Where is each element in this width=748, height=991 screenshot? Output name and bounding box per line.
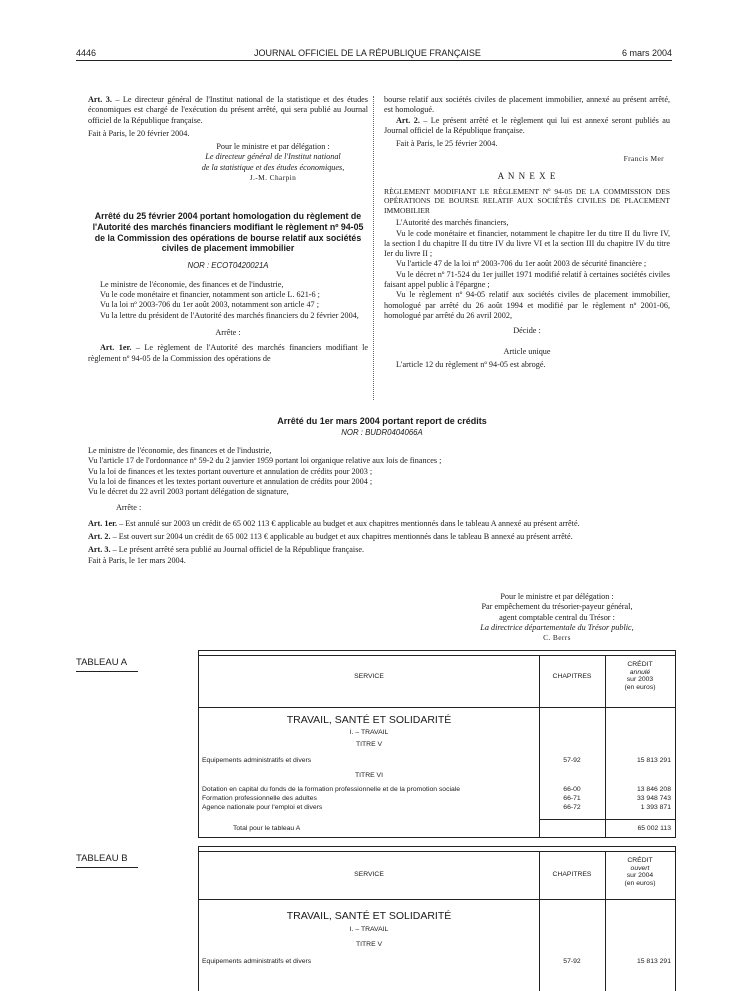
second-sig-5: C. Berrs: [543, 633, 571, 643]
abroge-line: L'article 12 du règlement nº 94-05 est abrogé.: [396, 359, 546, 369]
second-art1: [88, 519, 676, 529]
preamble-2: Vu le code monétaire et financier, notamment son article L. 621-6 ;: [100, 290, 320, 300]
second-line-3: Vu la loi de finances et les textes portant ouverture et annulation de crédits pour 2003 ;: [88, 466, 373, 476]
second-arrete-label: Arrête :: [116, 503, 142, 513]
tableau-a-row-3-service: Formation professionnelle des adultes: [202, 795, 317, 802]
tableau-b-h-service: SERVICE: [354, 871, 384, 878]
second-sig-3: agent comptable central du Trésor :: [499, 612, 615, 622]
tableau-b-sub: I. – TRAVAIL: [349, 926, 389, 933]
tableau-a-row-2-chap: 66-00: [563, 786, 581, 793]
art2-text: – Le présent arrêté et le règlement qui lui est annexé seront publiés au Journal officiel de la République française.: [384, 115, 670, 135]
tableau-b-h-credit-3: sur 2004: [626, 872, 654, 880]
journal-title: JOURNAL OFFICIEL DE LA RÉPUBLIQUE FRANÇAISE: [254, 48, 481, 58]
second-art1-label: Art. 1er.: [88, 518, 118, 528]
second-arrete: [88, 416, 676, 566]
left-column: [88, 95, 368, 364]
header-rule: [76, 60, 672, 61]
fait-line-2: Fait à Paris, le 25 février 2004.: [396, 139, 498, 149]
tableau-a-h-service: SERVICE: [354, 673, 384, 680]
tableau-a-total-rule: [539, 819, 675, 820]
preamble-3: Vu la loi nº 2003-706 du 1er août 2003, notamment son article 47 ;: [100, 300, 319, 310]
tableau-a-h-credit: [605, 661, 675, 691]
preamble-1: Le ministre de l'économie, des finances et de l'industrie,: [100, 279, 284, 289]
second-art3-text: – Le présent arrêté sera publié au Journal officiel de la République française.: [112, 545, 365, 555]
reglement-line-2: Vu le code monétaire et financier, notamment le chapitre Ier du titre II du livre IV, la section I du chapitre II du titre IV du livre VI et la section III du chapitre IV du titre Ier du livre II ;: [384, 228, 670, 259]
art1-paragraph: [88, 343, 368, 364]
tableau-a-header-rule: [199, 707, 675, 708]
tableau-b-top-rule: [199, 851, 675, 852]
second-art3-label: Art. 3.: [88, 545, 111, 555]
tableau-a-h-credit-3: sur 2003: [626, 676, 654, 684]
tableau-a-row-1-amount: 15 813 291: [636, 757, 671, 764]
decide-label: Décide :: [513, 326, 541, 336]
second-nor: NOR : BUDR0404066A: [341, 428, 423, 437]
tableau-a-row-4-service: Agence nationale pour l'emploi et divers: [202, 804, 323, 811]
page-number: 4446: [76, 48, 97, 58]
tableau-b-h-credit-4: (en euros): [624, 879, 656, 887]
tableau-a-h-credit-4: (en euros): [624, 683, 656, 691]
reglement-line-3: Vu l'article 47 de la loi nº 2003-706 du 1er août 2003 de sécurité financière ;: [396, 259, 647, 269]
tableau-b-h-chapitres: CHAPITRES: [552, 871, 592, 878]
continuation-text: bourse relatif aux sociétés civiles de placement immobilier, annexé au présent arrêté, est homologué.: [384, 95, 670, 115]
tableau-a-row-2-service: Dotation en capital du fonds de la formation professionnelle et de la promotion sociale: [202, 786, 461, 793]
tableau-b-row-1-amount: 15 813 291: [636, 958, 671, 965]
second-line-5: Vu le décret du 22 avril 2003 portant délégation de signature,: [88, 487, 289, 497]
art3-text: – Le directeur général de l'Institut national de la statistique et des études économiques est chargé de l'exécution du présent arrêté, qui sera publié au Journal officiel de la République française.: [88, 95, 368, 125]
second-sig-1: Pour le ministre et par délégation :: [500, 592, 614, 601]
tableau-a-row-3-amount: 33 948 743: [636, 795, 671, 802]
tableau-b-header-rule: [199, 899, 675, 900]
right-column: [384, 95, 670, 370]
article-unique: Article unique: [503, 346, 551, 356]
annexe-heading: A N N E X E: [497, 170, 557, 181]
signatory-name-1: J.-M. Charpin: [249, 173, 297, 183]
arrete-label: Arrête :: [215, 327, 241, 337]
tableau-a-caption-rule: [76, 671, 138, 672]
tableau-b-h-credit-2: ouvert: [630, 864, 650, 872]
column-divider: [373, 96, 374, 400]
tableau-b-section: TRAVAIL, SANTÉ ET SOLIDARITÉ: [286, 910, 452, 922]
second-art2: [88, 532, 676, 542]
tableau-a-h-credit-2: annulé: [629, 668, 651, 676]
tableau-a-h-chapitres: CHAPITRES: [552, 673, 592, 680]
tableau-a: [198, 650, 676, 838]
signatory-title-2: de la statistique et des études économiques,: [201, 162, 345, 172]
tableau-a-row-2-amount: 13 846 208: [636, 786, 671, 793]
reglement-title: RÈGLEMENT MODIFIANT LE RÈGLEMENT Nº 94-05 DE LA COMMISSION DES OPÉRATIONS DE BOURSE RELATIF AUX SOCIÉTÉS CIVILES DE PLACEMENT IMMOBILIER: [384, 187, 670, 215]
tableau-a-row-3-chap: 66-71: [563, 795, 581, 802]
tableau-b-h-credit: [605, 857, 675, 887]
second-art1-text: – Est annulé sur 2003 un crédit de 65 002 113 € applicable au budget et aux chapitres mentionnés dans le tableau A annexé au présent arrêté.: [119, 518, 580, 528]
tableau-b-caption-rule: [76, 867, 138, 868]
art1-text: – Le règlement de l'Autorité des marchés financiers modifiant le règlement nº 94-05 de la Commission des opérations de: [88, 343, 368, 363]
second-line-4: Vu la loi de finances et les textes portant ouverture et annulation de crédits pour 2004 ;: [88, 476, 373, 486]
second-signature: [440, 592, 674, 643]
art2-paragraph: [384, 116, 670, 137]
reglement-line-1: L'Autorité des marchés financiers,: [396, 218, 509, 228]
art3-paragraph: [88, 95, 368, 126]
tableau-b-row-1-chap: 57-92: [563, 958, 581, 965]
preamble-4: Vu la lettre du président de l'Autorité des marchés financiers du 2 février 2004,: [100, 310, 359, 320]
second-line-1: Le ministre de l'économie, des finances et de l'industrie,: [88, 446, 272, 455]
reglement-line-4: Vu le décret nº 71-524 du 1er juillet 1971 modifié relatif à certaines sociétés civiles faisant appel public à l'épargne ;: [384, 269, 670, 290]
tableau-a-h-credit-1: CRÉDIT: [627, 661, 653, 668]
tableau-a-section: TRAVAIL, SANTÉ ET SOLIDARITÉ: [286, 714, 452, 726]
tableau-a-row-1-service: Equipements administratifs et divers: [202, 757, 312, 764]
tableau-a-total: 65 002 113: [637, 825, 671, 832]
page-date: 6 mars 2004: [622, 48, 673, 58]
signatory-title-1: Le directeur général de l'Institut national: [205, 152, 341, 162]
tableau-a-top-rule: [199, 655, 675, 656]
tableau-b-titre5: TITRE V: [355, 941, 383, 948]
art2-label: Art. 2.: [396, 115, 420, 125]
nor-code: NOR : ECOT0420021A: [187, 260, 269, 270]
second-art3: [88, 545, 676, 555]
tableau-a-caption: TABLEAU A: [76, 657, 128, 668]
delegation-line-1: Pour le ministre et par délégation :: [216, 142, 330, 152]
second-title: Arrêté du 1er mars 2004 portant report de crédits: [277, 416, 487, 426]
tableau-b: [198, 846, 676, 991]
signatory-name-2: Francis Mer: [623, 154, 664, 164]
second-art2-text: – Est ouvert sur 2004 un crédit de 65 002 113 € applicable au budget et aux chapitres mentionnés dans le tableau B annexé au présent arrêté.: [112, 532, 573, 542]
tableau-a-total-label: Total pour le tableau A: [233, 825, 301, 832]
art3-label: Art. 3.: [88, 95, 112, 104]
second-line-2: Vu l'article 17 de l'ordonnance nº 59-2 du 2 janvier 1959 portant loi organique relative aux lois de finances ;: [88, 456, 442, 466]
art1-label: Art. 1er.: [100, 343, 132, 353]
second-art2-label: Art. 2.: [88, 532, 111, 542]
second-sig-4: La directrice départementale du Trésor public,: [480, 622, 634, 632]
second-fait: Fait à Paris, le 1er mars 2004.: [88, 555, 186, 565]
fait-line-1: Fait à Paris, le 20 février 2004.: [88, 128, 190, 138]
tableau-b-h-credit-1: CRÉDIT: [627, 857, 653, 864]
tableau-a-row-4-amount: 1 393 871: [640, 804, 671, 811]
second-sig-2: Par empêchement du trésorier-payeur général,: [481, 602, 633, 612]
arrete-title: Arrêté du 25 février 2004 portant homologation du règlement de l'Autorité des marchés financiers modifiant le règlement nº 94-05 de la Commission des opérations de bourse relatif aux sociétés civiles de placement immobilier: [92, 211, 364, 254]
tableau-a-titre6: TITRE VI: [355, 772, 383, 779]
tableau-b-caption: TABLEAU B: [76, 853, 128, 864]
tableau-a-row-1-chap: 57-92: [563, 757, 581, 764]
tableau-a-titre5: TITRE V: [355, 741, 383, 748]
tableau-a-row-4-chap: 66-72: [563, 804, 581, 811]
tableau-a-sub: I. – TRAVAIL: [349, 729, 389, 736]
tableau-b-row-1-service: Equipements administratifs et divers: [202, 958, 312, 965]
reglement-line-5: Vu le règlement nº 94-05 relatif aux sociétés civiles de placement immobilier, homologué par arrêté du 26 août 1994 et modifié par le règlement nº 2001-06, homologué par arrêté du 26 avril 2002,: [384, 290, 670, 320]
